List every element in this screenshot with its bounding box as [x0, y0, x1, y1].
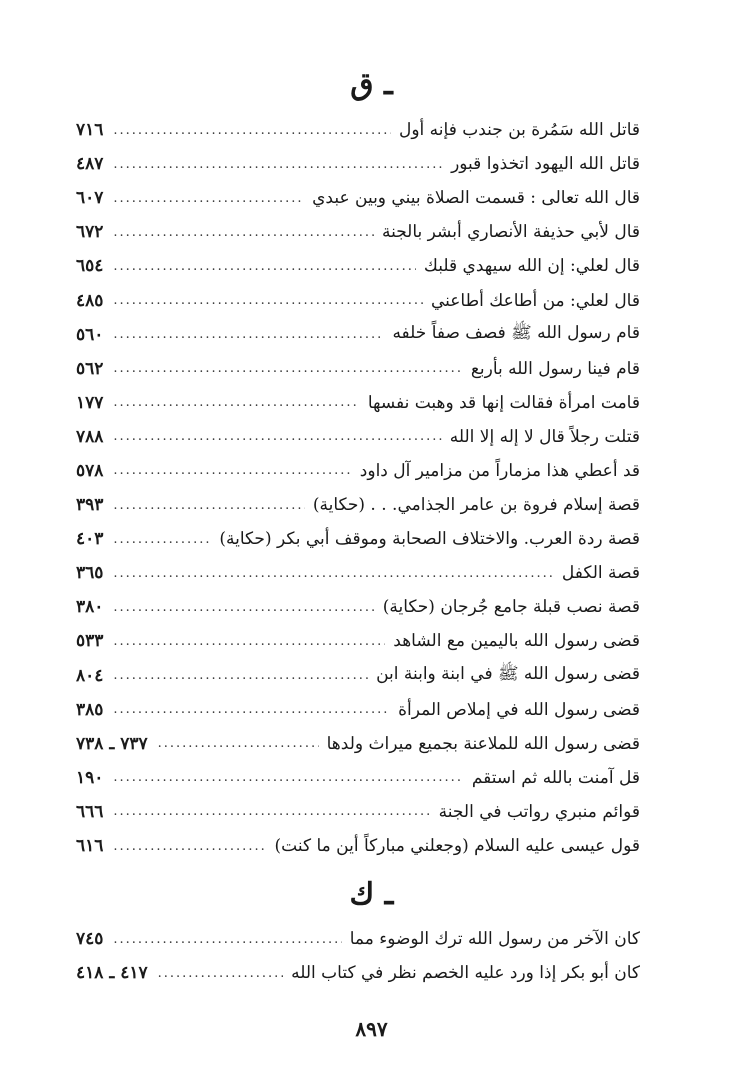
- entry-title: قام رسول الله ﷺ فصف صفاً خلفه: [392, 323, 640, 344]
- entry-page: ٨٠٤: [76, 665, 104, 686]
- entry-page: ٣٨٠: [76, 597, 104, 618]
- entry-title: قاتل الله سَمُرة بن جندب فإنه أول: [398, 120, 640, 141]
- entry-page: ٧٣٧ ـ ٧٣٨: [76, 733, 148, 754]
- entry-page: ٥٣٣: [76, 631, 104, 652]
- leader-dots: [113, 839, 266, 854]
- entry-title: قضى رسول الله في إملاص المرأة: [398, 699, 640, 720]
- entry-page: ٦١٦: [76, 836, 104, 857]
- list-item: [76, 318, 640, 352]
- list-item: [76, 147, 640, 181]
- list-item: [76, 113, 640, 147]
- entry-page: ٤٨٧: [76, 154, 104, 175]
- leader-dots: [113, 123, 391, 138]
- list-item: [76, 352, 640, 386]
- leader-dots: [113, 804, 430, 819]
- list-item: [76, 556, 640, 590]
- entry-title: قاتل الله اليهود اتخذوا قبور: [451, 154, 640, 175]
- leader-dots: [113, 259, 416, 274]
- section-header-kaf: ـ ك: [349, 877, 394, 912]
- list-item: [76, 956, 640, 990]
- entry-page: ٦٠٧: [76, 188, 104, 209]
- leader-dots: [113, 702, 390, 717]
- entry-title: قصة ردة العرب. والاختلاف الصحابة وموقف أبي بكر (حكاية): [219, 529, 640, 550]
- list-item: [76, 659, 640, 693]
- leader-dots: [113, 293, 423, 308]
- entry-title: كان الآخر من رسول الله ترك الوضوء مما: [349, 929, 640, 950]
- list-item: [76, 181, 640, 215]
- entry-page: ٦٥٤: [76, 256, 104, 277]
- leader-dots: [113, 668, 368, 683]
- entry-page: ٥٧٨: [76, 460, 104, 481]
- list-item: [76, 454, 640, 488]
- list-item: [76, 488, 640, 522]
- leader-dots: [113, 932, 341, 947]
- entry-page: ٣٦٥: [76, 563, 104, 584]
- page-number: ٨٩٧: [355, 1017, 388, 1041]
- entry-page: ١٩٠: [76, 767, 104, 788]
- list-item: [76, 590, 640, 624]
- entry-page: ٦٦٦: [76, 801, 104, 822]
- entry-page: ٤٠٣: [76, 529, 104, 550]
- entry-page: ٧٨٨: [76, 426, 104, 447]
- leader-dots: [113, 600, 374, 615]
- leader-dots: [113, 634, 385, 649]
- index-list-kaf: [76, 922, 640, 990]
- entry-title: قصة الكفل: [561, 563, 640, 584]
- leader-dots: [113, 429, 441, 444]
- list-item: [76, 420, 640, 454]
- entry-page: ٧٤٥: [76, 929, 104, 950]
- list-item: [76, 624, 640, 658]
- leader-dots: [113, 770, 463, 785]
- entry-title: قال لأبي حذيفة الأنصاري أبشر بالجنة: [381, 222, 640, 243]
- entry-title: قل آمنت بالله ثم استقم: [471, 767, 640, 788]
- entry-title: كان أبو بكر إذا ورد عليه الخصم نظر في كتاب الله: [291, 963, 640, 984]
- entry-page: ٦٧٢: [76, 222, 104, 243]
- list-item: [76, 761, 640, 795]
- leader-dots: [113, 225, 374, 240]
- entry-page: ١٧٧: [76, 392, 104, 413]
- entry-title: قال الله تعالى : قسمت الصلاة بيني وبين عبدي: [312, 188, 640, 209]
- list-item: [76, 386, 640, 420]
- entry-page: ٤١٧ ـ ٤١٨: [76, 963, 148, 984]
- entry-title: قال لعلي: إن الله سيهدي قلبك: [423, 256, 640, 277]
- list-item: [76, 522, 640, 556]
- leader-dots: [113, 361, 462, 376]
- entry-title: قصة إسلام فروة بن عامر الجذامي. . . (حكاية): [312, 495, 640, 516]
- entry-title: قضى رسول الله باليمين مع الشاهد: [393, 631, 640, 652]
- index-list-qaf: [76, 113, 640, 863]
- entry-title: قد أعطي هذا مزماراً من مزامير آل داود: [359, 460, 640, 481]
- leader-dots: [113, 498, 304, 513]
- leader-dots: [113, 463, 351, 478]
- entry-page: ٧١٦: [76, 120, 104, 141]
- list-item: [76, 829, 640, 863]
- list-item: [76, 215, 640, 249]
- entry-title: قول عيسى عليه السلام (وجعلني مباركاً أين ما كنت): [274, 836, 640, 857]
- section-header-qaf: ـ ق: [350, 67, 393, 102]
- leader-dots: [158, 966, 283, 981]
- leader-dots: [113, 327, 384, 342]
- entry-page: ٣٩٣: [76, 495, 104, 516]
- entry-title: قال لعلي: من أطاعك أطاعني: [430, 290, 640, 311]
- list-item: [76, 249, 640, 283]
- list-item: [76, 283, 640, 317]
- entry-title: قامت امرأة فقالت إنها قد وهبت نفسها: [367, 392, 640, 413]
- entry-title: قتلت رجلاً قال لا إله إلا الله: [449, 426, 640, 447]
- leader-dots: [113, 566, 553, 581]
- entry-title: قضى رسول الله ﷺ في ابنة وابنة ابن: [376, 664, 640, 685]
- leader-dots: [158, 736, 319, 751]
- entry-title: قضى رسول الله للملاعنة بجميع ميراث ولدها: [326, 733, 640, 754]
- entry-page: ٥٦٠: [76, 324, 104, 345]
- entry-title: قوائم منبري رواتب في الجنة: [438, 801, 640, 822]
- leader-dots: [113, 191, 304, 206]
- entry-page: ٤٨٥: [76, 290, 104, 311]
- leader-dots: [113, 395, 359, 410]
- list-item: [76, 727, 640, 761]
- list-item: [76, 922, 640, 956]
- entry-page: ٥٦٢: [76, 358, 104, 379]
- leader-dots: [113, 157, 443, 172]
- entry-page: ٣٨٥: [76, 699, 104, 720]
- leader-dots: [113, 532, 211, 547]
- entry-title: قام فينا رسول الله بأربع: [470, 358, 640, 379]
- entry-title: قصة نصب قبلة جامع جُرجان (حكاية): [382, 597, 640, 618]
- list-item: [76, 693, 640, 727]
- list-item: [76, 795, 640, 829]
